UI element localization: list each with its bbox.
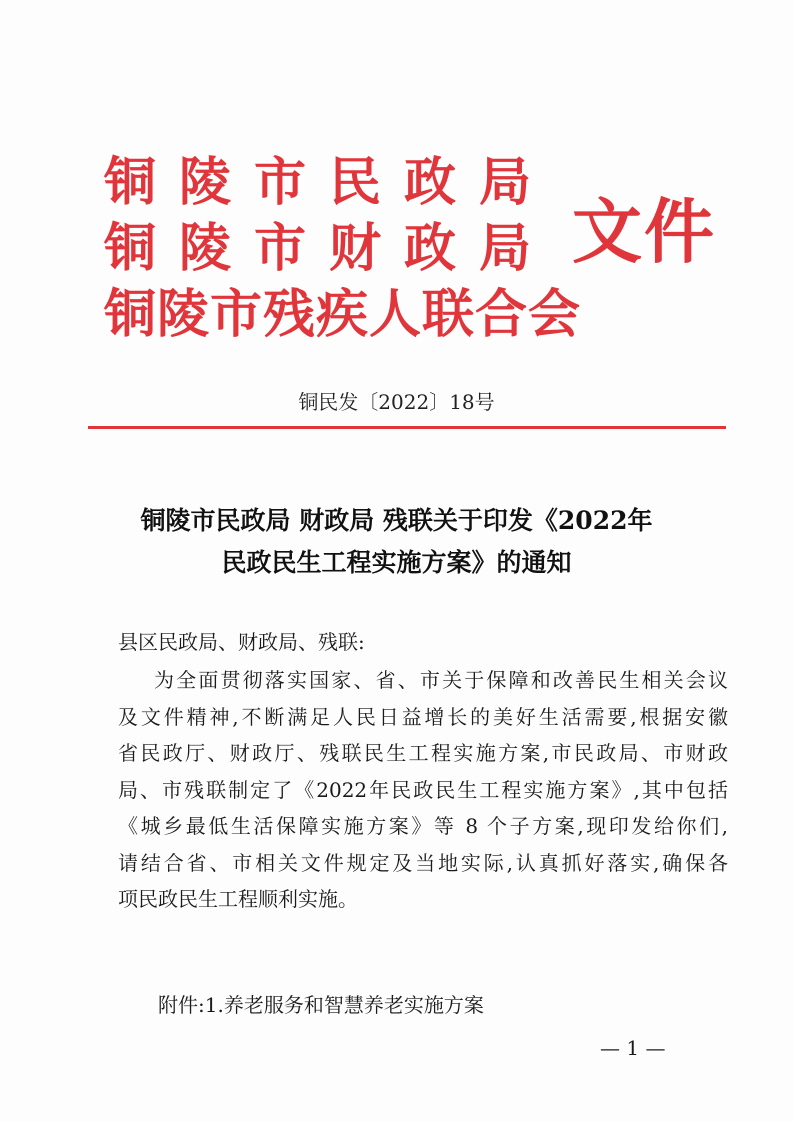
issuer-block <box>104 150 582 348</box>
body-line: 《城乡最低生活保障实施方案》等 8 个子方案,现印发给你们, <box>118 814 728 838</box>
title-line-1: 铜陵市民政局 财政局 残联关于印发《2022年 <box>140 506 653 535</box>
body-line: 省民政厅、财政厅、残联民生工程实施方案,市民政局、市财政 <box>118 741 728 765</box>
title-line-2: 民政民生工程实施方案》的通知 <box>221 548 572 577</box>
document-title <box>60 500 733 584</box>
issuer-disabled-persons-federation: 铜陵市残疾人联合会 <box>104 285 582 345</box>
page-number: — 1 — <box>600 1036 666 1060</box>
red-divider-line <box>88 426 726 429</box>
salutation: 县区民政局、财政局、残联: <box>118 630 365 654</box>
body-line: 项民政民生工程顺利实施。 <box>118 887 358 911</box>
body-line: 请结合省、市相关文件规定及当地实际,认真抓好落实,确保各 <box>118 850 728 875</box>
document-number: 铜民发〔2022〕18号 <box>298 390 495 414</box>
document-word: 文件 <box>572 191 716 273</box>
body-paragraph <box>118 662 728 918</box>
issuer-finance: 铜陵市财政局 <box>104 219 555 279</box>
body-line: 及文件精神,不断满足人民日益增长的美好生活需要,根据安徽 <box>118 704 728 729</box>
body-line: 为全面贯彻落实国家、省、市关于保障和改善民生相关会议 <box>154 668 728 692</box>
body-line: 局、市残联制定了《2022年民政民生工程实施方案》,其中包括 <box>118 777 728 802</box>
issuer-civil-affairs: 铜陵市民政局 <box>104 153 555 213</box>
attachment-line: 附件:1.养老服务和智慧养老实施方案 <box>158 993 484 1017</box>
